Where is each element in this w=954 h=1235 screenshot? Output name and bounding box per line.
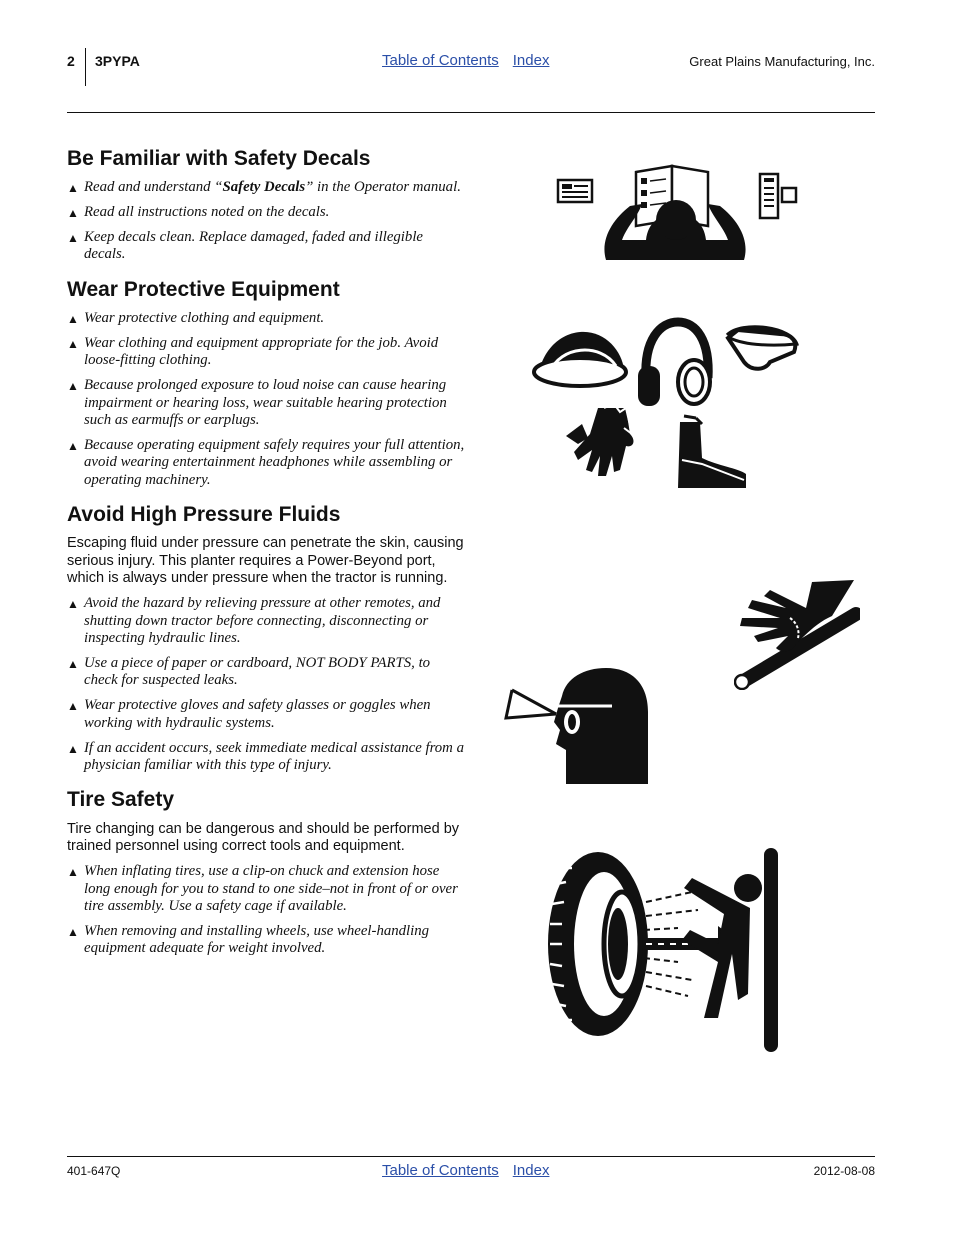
list-item: ▲ When inflating tires, use a clip-on chuck and extension hose long enough for you to stand to one side–not in front of or over tire assembly. Use a safety cage if available. bbox=[67, 863, 467, 915]
page-number: 2 bbox=[67, 53, 75, 69]
bullet-list bbox=[67, 595, 467, 774]
section-safety-decals bbox=[67, 146, 467, 264]
index-link[interactable]: Index bbox=[512, 52, 550, 69]
doc-code: 3PYPA bbox=[95, 53, 140, 69]
index-link[interactable]: Index bbox=[512, 1162, 550, 1179]
revision-date: 2012-08-08 bbox=[813, 1164, 875, 1178]
section-title: Avoid High Pressure Fluids bbox=[67, 503, 341, 527]
list-item bbox=[67, 179, 467, 196]
content-column bbox=[67, 146, 467, 965]
footer-nav bbox=[382, 1162, 549, 1179]
header-rule bbox=[67, 112, 875, 113]
list-item: ▲ Read all instructions noted on the decals. bbox=[67, 204, 467, 221]
item-text: Read and understand “ bbox=[84, 179, 223, 196]
header-divider bbox=[85, 48, 86, 86]
list-item: ▲ If an accident occurs, seek immediate medical assistance from a physician familiar with this type of injury. bbox=[67, 740, 467, 775]
list-item: ▲ Because prolonged exposure to loud noise can cause hearing impairment or hearing loss, wear suitable hearing protection such as earmuffs or earplugs. bbox=[67, 377, 467, 429]
reading-manual-icon bbox=[556, 160, 802, 264]
bullet-list bbox=[67, 179, 467, 264]
footer-rule bbox=[67, 1156, 875, 1157]
earmuffs-icon bbox=[638, 322, 710, 406]
toc-link[interactable]: Table of Contents bbox=[382, 52, 499, 69]
face-shield-icon bbox=[502, 666, 652, 788]
company-name: Great Plains Manufacturing, Inc. bbox=[689, 54, 875, 69]
tire-explosion-icon bbox=[542, 844, 786, 1056]
list-item: ▲ Wear protective clothing and equipment. bbox=[67, 310, 467, 327]
gloves-icon bbox=[566, 404, 633, 476]
section-protective-equipment bbox=[67, 277, 467, 489]
list-item: ▲ Because operating equipment safely requires your full attention, avoid wearing entertainment headphones while assembling or operating machinery. bbox=[67, 437, 467, 489]
ppe-group bbox=[530, 316, 800, 496]
section-high-pressure-fluids bbox=[67, 502, 467, 774]
toc-link[interactable]: Table of Contents bbox=[382, 1162, 499, 1179]
section-tire-safety bbox=[67, 787, 467, 957]
list-item: ▲ Keep decals clean. Replace damaged, faded and illegible decals. bbox=[67, 229, 467, 264]
hard-hat-icon bbox=[534, 332, 626, 386]
section-title: Tire Safety bbox=[67, 788, 174, 812]
section-title: Be Familiar with Safety Decals bbox=[67, 147, 371, 170]
header-nav bbox=[382, 52, 549, 69]
section-title: Wear Protective Equipment bbox=[67, 277, 340, 301]
list-item: ▲ Use a piece of paper or cardboard, NOT BODY PARTS, to check for suspected leaks. bbox=[67, 655, 467, 690]
bullet-list bbox=[67, 310, 467, 489]
item-text: ” in the Operator manual. bbox=[305, 179, 461, 196]
list-item: ▲ Avoid the hazard by relieving pressure at other remotes, and shutting down tractor before connecting, disconnecting or inspecting hydraulic lines. bbox=[67, 595, 467, 647]
hand-leak-icon bbox=[734, 578, 860, 690]
list-item: ▲ Wear clothing and equipment appropriate for the job. Avoid loose-fitting clothing. bbox=[67, 335, 467, 370]
item-emphasis: Safety Decals bbox=[222, 179, 306, 196]
section-intro: Escaping fluid under pressure can penetrate the skin, causing serious injury. This planter requires a Power-Beyond port, which is always under pressure when the tractor is running. bbox=[67, 535, 464, 586]
section-intro: Tire changing can be dangerous and should be performed by trained personnel using correct tools and equipment. bbox=[67, 820, 460, 854]
safety-boot-icon bbox=[678, 416, 746, 488]
goggles-icon bbox=[728, 328, 796, 369]
doc-number: 401-647Q bbox=[67, 1164, 121, 1178]
list-item: ▲ Wear protective gloves and safety glasses or goggles when working with hydraulic systems. bbox=[67, 697, 467, 732]
bullet-list bbox=[67, 863, 467, 958]
list-item: ▲ When removing and installing wheels, use wheel-handling equipment adequate for weight involved. bbox=[67, 923, 467, 958]
